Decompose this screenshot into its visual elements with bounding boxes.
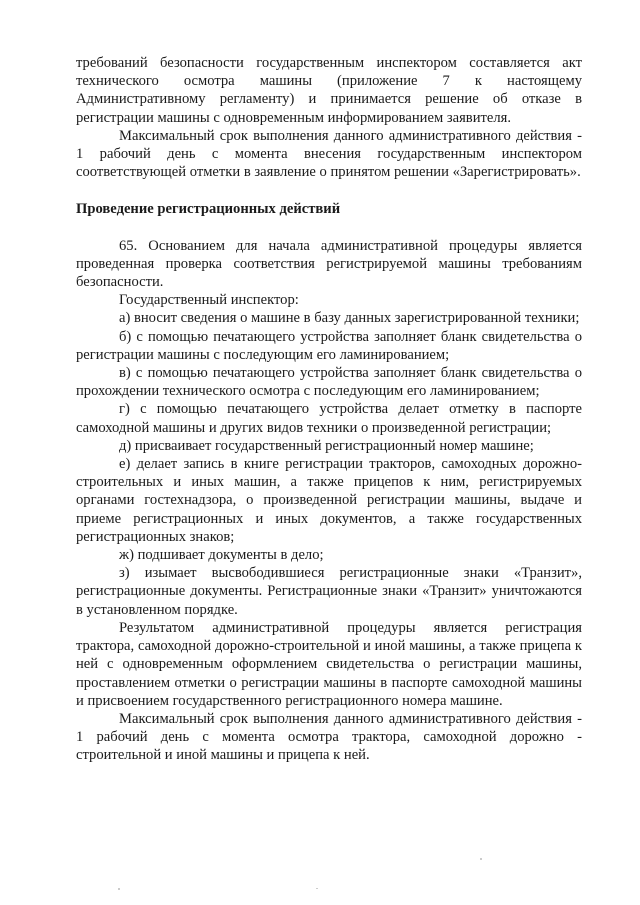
paragraph: 65. Основанием для начала административной процедуры является проведенная проверка соответствия регистрируемой машины требованиям безопасности.	[76, 237, 582, 291]
paragraph: д) присваивает государственный регистрационный номер машине;	[119, 437, 534, 454]
paragraph: е) делает запись в книге регистрации тракторов, самоходных дорожно-строительных и иных машин, а также прицепов к ним, регистрируемых органами гостехнадзора, о произведенной регистрации машины, выдаче и приеме регистрационных и иных документов, а также государственных регистрационных знаков;	[76, 456, 582, 545]
paragraph: ж) подшивает документы в дело;	[119, 547, 324, 564]
scan-speck	[316, 888, 318, 889]
paragraphs-bottom	[76, 237, 582, 765]
paragraph: Максимальный срок выполнения данного административного действия - 1 рабочий день с момента осмотра трактора, самоходной дорожно - строительной и иной машины и прицепа к ней.	[76, 710, 582, 764]
paragraph: в) с помощью печатающего устройства заполняет бланк свидетельства о прохождении технического осмотра с последующим его ламинированием;	[76, 365, 582, 400]
page-body	[76, 54, 582, 765]
paragraphs-top	[76, 54, 582, 181]
paragraph: Государственный инспектор:	[119, 292, 299, 309]
paragraph: з) изымает высвободившиеся регистрационные знаки «Транзит», регистрационные документы. Регистрационные знаки «Транзит» уничтожаются в установленном порядке.	[76, 565, 582, 618]
paragraph: Максимальный срок выполнения данного административного действия - 1 рабочий день с момента внесения государственным инспектором соответствующей отметки в заявление о принятом решении «Зарегистрировать».	[76, 127, 582, 181]
scan-speck	[118, 888, 120, 890]
section-heading: Проведение регистрационных действий	[76, 201, 341, 218]
paragraph: требований безопасности государственным инспектором составляется акт технического осмотра машины (приложение 7 к настоящему Административному регламенту) и принимается решение об отказе в регистрации машины с одновременным информированием заявителя.	[76, 55, 582, 126]
paragraph: г) с помощью печатающего устройства делает отметку в паспорте самоходной машины и других видов техники о произведенной регистрации;	[76, 401, 582, 436]
scan-speck	[480, 858, 482, 860]
paragraph: Результатом административной процедуры является регистрация трактора, самоходной дорожно-строительной и иной машины, а также прицепа к ней с одновременным оформлением свидетельства о регистрации машины, проставлением отметки о регистрации машины в паспорте самоходной машины и присвоением государственного регистрационного номера машине.	[76, 619, 582, 709]
paragraph: а) вносит сведения о машине в базу данных зарегистрированной техники;	[119, 310, 580, 327]
paragraph: б) с помощью печатающего устройства заполняет бланк свидетельства о регистрации машины с последующим его ламинированием;	[76, 328, 582, 363]
